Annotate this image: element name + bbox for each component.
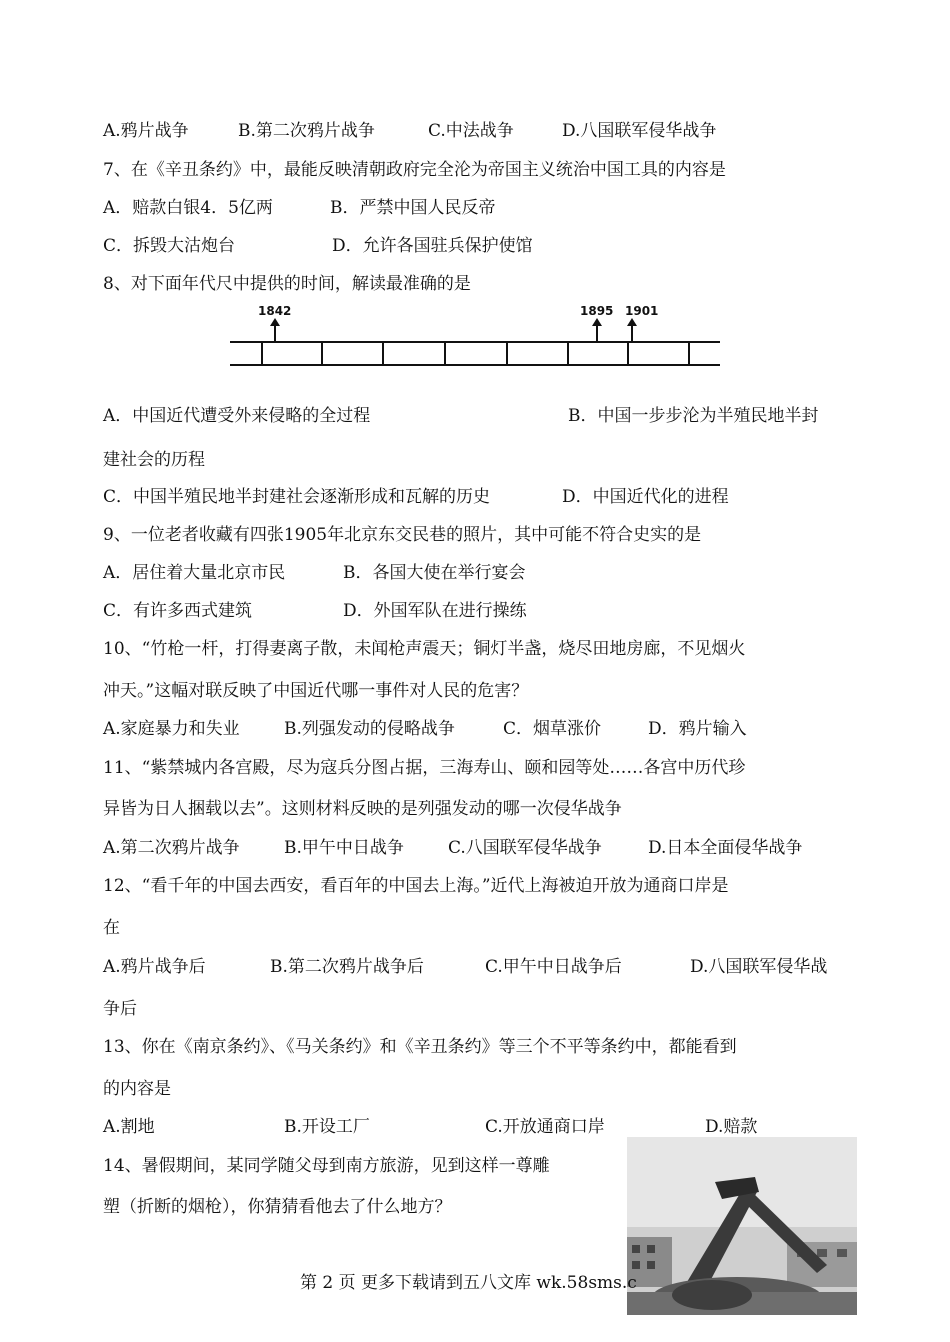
q12-stem-line-1: 12、“看千年的中国去西安，看百年的中国去上海。”近代上海被迫开放为通商口岸是 [103,876,729,896]
q11-stem-line-1: 11、“紫禁城内各宫殿，尽为寇兵分图占据，三海寿山、颐和园等处……各宫中历代珍 [103,758,746,778]
q10-stem-line-2: 冲天。”这幅对联反映了中国近代哪一事件对人民的危害？ [103,681,529,701]
q6-option-a: A.鸦片战争 [103,121,189,141]
q12-option-d: D.八国联军侵华战 [690,957,828,977]
q10-option-a: A.家庭暴力和失业 [103,719,240,739]
q11-option-a: A.第二次鸦片战争 [103,838,240,858]
timeline-label-1901: 1901 [625,304,659,318]
q7-stem: 7、在《辛丑条约》中，最能反映清朝政府完全沦为帝国主义统治中国工具的内容是 [103,160,726,180]
q12-stem-line-2: 在 [103,918,120,938]
timeline-label-1895: 1895 [580,304,614,318]
q9-option-b: B．各国大使在举行宴会 [343,563,526,583]
q11-stem-line-2: 异皆为日人捆载以去”。这则材料反映的是列强发动的哪一次侵华战争 [103,799,622,819]
q9-stem: 9、一位老者收藏有四张1905年北京东交民巷的照片，其中可能不符合史实的是 [103,525,702,545]
q12-option-c: C.甲午中日战争后 [485,957,622,977]
q10-stem-line-1: 10、“竹枪一杆，打得妻离子散，未闻枪声震天；铜灯半盏，烧尽田地房廊，不见烟火 [103,639,746,659]
q14-stem-line-1: 14、暑假期间，某同学随父母到南方旅游，见到这样一尊雕 [103,1156,550,1176]
q8-option-b: B．中国一步步沦为半殖民地半封 [568,406,819,426]
timeline-label-1842: 1842 [258,304,292,318]
q13-option-c: C.开放通商口岸 [485,1117,605,1137]
q7-option-c: C．拆毁大沽炮台 [103,236,236,256]
q9-option-c: C．有许多西式建筑 [103,601,253,621]
q6-option-c: C.中法战争 [428,121,514,141]
q12-option-b: B.第二次鸦片战争后 [270,957,424,977]
q12-option-d-continued: 争后 [103,999,137,1019]
q13-option-d: D.赔款 [705,1117,758,1137]
q6-option-b: B.第二次鸦片战争 [238,121,375,141]
q7-option-d: D．允许各国驻兵保护使馆 [332,236,533,256]
broken-pipe-sculpture-image [627,1137,857,1315]
q8-option-a: A．中国近代遭受外来侵略的全过程 [103,406,371,426]
q12-option-a: A.鸦片战争后 [103,957,206,977]
q8-option-d: D．中国近代化的进程 [562,487,729,507]
timeline-ruler [225,300,725,380]
q10-option-d: D．鸦片输入 [648,719,747,739]
q11-option-b: B.甲午中日战争 [284,838,404,858]
q10-option-c: C．烟草涨价 [503,719,602,739]
q7-option-b: B．严禁中国人民反帝 [330,198,496,218]
q9-option-d: D．外国军队在进行操练 [343,601,527,621]
q8-stem: 8、对下面年代尺中提供的时间，解读最准确的是 [103,274,471,294]
q7-option-a: A．赔款白银4．5亿两 [103,198,273,218]
q8-option-c: C．中国半殖民地半封建社会逐渐形成和瓦解的历史 [103,487,491,507]
q8-option-b-continued: 建社会的历程 [103,450,205,470]
page-footer: 第 2 页 更多下载请到五八文库 wk.58sms.c [300,1273,637,1293]
q13-option-a: A.割地 [103,1117,155,1137]
q6-option-d: D.八国联军侵华战争 [562,121,717,141]
q13-stem-line-1: 13、你在《南京条约》、《马关条约》和《辛丑条约》等三个不平等条约中，都能看到 [103,1037,737,1057]
q13-option-b: B.开设工厂 [284,1117,370,1137]
sculpture-photo [627,1137,857,1315]
q11-option-c: C.八国联军侵华战争 [448,838,602,858]
q13-stem-line-2: 的内容是 [103,1079,171,1099]
q11-option-d: D.日本全面侵华战争 [648,838,803,858]
q14-stem-line-2: 塑（折断的烟枪），你猜猜看他去了什么地方？ [103,1197,452,1217]
q9-option-a: A．居住着大量北京市民 [103,563,286,583]
q10-option-b: B.列强发动的侵略战争 [284,719,455,739]
